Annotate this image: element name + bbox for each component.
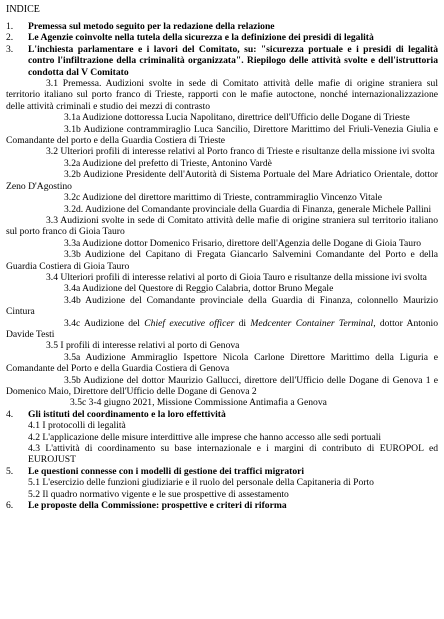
toc-entry-3-4c: 3.4c Audizione del Chief executive officer di Medcenter Container Terminal, dottor Antonio Davide Testi [6, 317, 438, 340]
toc-entry-3-5b: 3.5b Audizione del dottor Maurizio Gallucci, direttore dell'Ufficio delle Dogane di Genova 1 e Domenico Maio, Direttore dell'Ufficio delle Dogane di Genova 2 [6, 374, 438, 397]
toc-entry-3-1: 3.1 Premessa. Audizioni svolte in sede di Comitato attività delle mafie di origine straniera sul territorio italiano sul porto franco di Trieste, rapporti con le mafie autoctone, nonché internazionalizzazione delle attività criminali e studio dei mezzi di contrasto [6, 78, 438, 112]
toc-entry-3-4: 3.4 Ulteriori profili di interesse relativi al porto di Gioia Tauro e risultanze della missione ivi svolta [46, 271, 427, 283]
toc-entry-2: 2. Le Agenzie coinvolte nella tutela della sicurezza e la definizione dei presidi di legalità [6, 32, 374, 44]
toc-entry-3-2a: 3.2a Audizione del prefetto di Trieste, Antonino Vardè [64, 157, 272, 169]
emphasis-company: Medcenter Container Terminal [250, 317, 374, 329]
toc-entry-3: 3. L'inchiesta parlamentare e i lavori del Comitato, su: "sicurezza portuale e i presidi di legalità contro l'infiltrazione della criminalità organizzata". Riepilogo delle attività svolte e dell'istruttoria condotta dal V Comitato [6, 43, 438, 78]
toc-entry-4: 4. Gli istituti del coordinamento e la loro effettività [6, 408, 226, 420]
toc-entry-5-1: 5.1 L'esercizio delle funzioni giudiziarie e il ruolo del personale della Capitaneria di Porto [28, 477, 374, 489]
toc-entry-3-5: 3.5 I profili di interesse relativi al porto di Genova [46, 340, 240, 352]
toc-entry-6: 6. Le proposte della Commissione: prospettive e criteri di riforma [6, 500, 287, 512]
toc-entry-5: 5. Le questioni connesse con i modelli di gestione dei traffici migratori [6, 465, 305, 477]
toc-number: 4. [6, 408, 14, 420]
emphasis-ceo: Chief executive officer [144, 317, 235, 329]
toc-entry-3-3: 3.3 Audizioni svolte in sede di Comitato attività delle mafie di origine straniera sul territorio italiano sul porto franco di Gioia Tauro [6, 214, 438, 238]
toc-number: 2. [6, 32, 14, 44]
toc-number: 5. [6, 465, 14, 477]
toc-entry-3-2b: 3.2b Audizione Presidente dell'Autorità di Sistema Portuale del Mare Adriatico Orientale, dottor Zeno D'Agostino [6, 169, 438, 192]
toc-entry-1: 1. Premessa sul metodo seguito per la redazione della relazione [6, 21, 275, 32]
toc-number: 6. [6, 500, 14, 512]
toc-entry-3-2c: 3.2c Audizione del direttore marittimo di Trieste, contrammiraglio Vincenzo Vitale [64, 192, 382, 204]
toc-entry-3-2d: 3.2d. Audizione del Comandante provinciale della Guardia di Finanza, generale Michele Pallini [64, 203, 432, 215]
toc-entry-3-3b: 3.3b Audizione del Capitano di Fregata Giancarlo Salvemini Comandante del Porto e della Guardia Costiera di Gioia Tauro [6, 249, 438, 272]
toc-entry-3-1a: 3.1a Audizione dottoressa Lucia Napolitano, direttrice dell'Ufficio delle Dogane di Trieste [64, 112, 410, 124]
toc-number: 3. [6, 43, 14, 55]
toc-entry-3-2: 3.2 Ulteriori profili di interesse relativi al Porto franco di Trieste e risultanze della missione ivi svolta [46, 146, 435, 158]
toc-entry-3-1b: 3.1b Audizione contrammiraglio Luca Sancilio, Direttore Marittimo del Friuli-Venezia Giulia e Comandante del porto e della Guardia Costiera di Trieste [6, 123, 438, 147]
toc-entry-5-2: 5.2 Il quadro normativo vigente e le sue prospettive di assestamento [28, 488, 289, 500]
index-title: INDICE [6, 4, 40, 15]
toc-entry-4-1: 4.1 I protocolli di legalità [28, 420, 126, 432]
toc-entry-3-5c: 3.5c 3-4 giugno 2021, Missione Commissione Antimafia a Genova [70, 397, 327, 409]
toc-entry-4-3: 4.3 L'attività di coordinamento su base internazionale e i margini di contributo di EUROPOL ed EUROJUST [28, 443, 438, 466]
toc-entry-3-4a: 3.4a Audizione del Questore di Reggio Calabria, dottor Bruno Megale [64, 283, 334, 295]
toc-entry-3-3a: 3.3a Audizione dottor Domenico Frisario, direttore dell'Agenzia delle Dogane di Gioia Tauro [64, 237, 422, 249]
toc-number: 1. [6, 21, 14, 32]
toc-entry-3-5a: 3.5a Audizione Ammiraglio Ispettore Nicola Carlone Direttore Marittimo della Liguria e Comandante del Porto e della Guardia Costiera di Genova [6, 351, 438, 375]
toc-entry-3-4b: 3.4b Audizione del Comandante provinciale della Guardia di Finanza, colonnello Maurizio Cintura [6, 294, 438, 318]
toc-entry-4-2: 4.2 L'applicazione delle misure interdittive alle imprese che hanno accesso alle sedi portuali [28, 431, 382, 443]
